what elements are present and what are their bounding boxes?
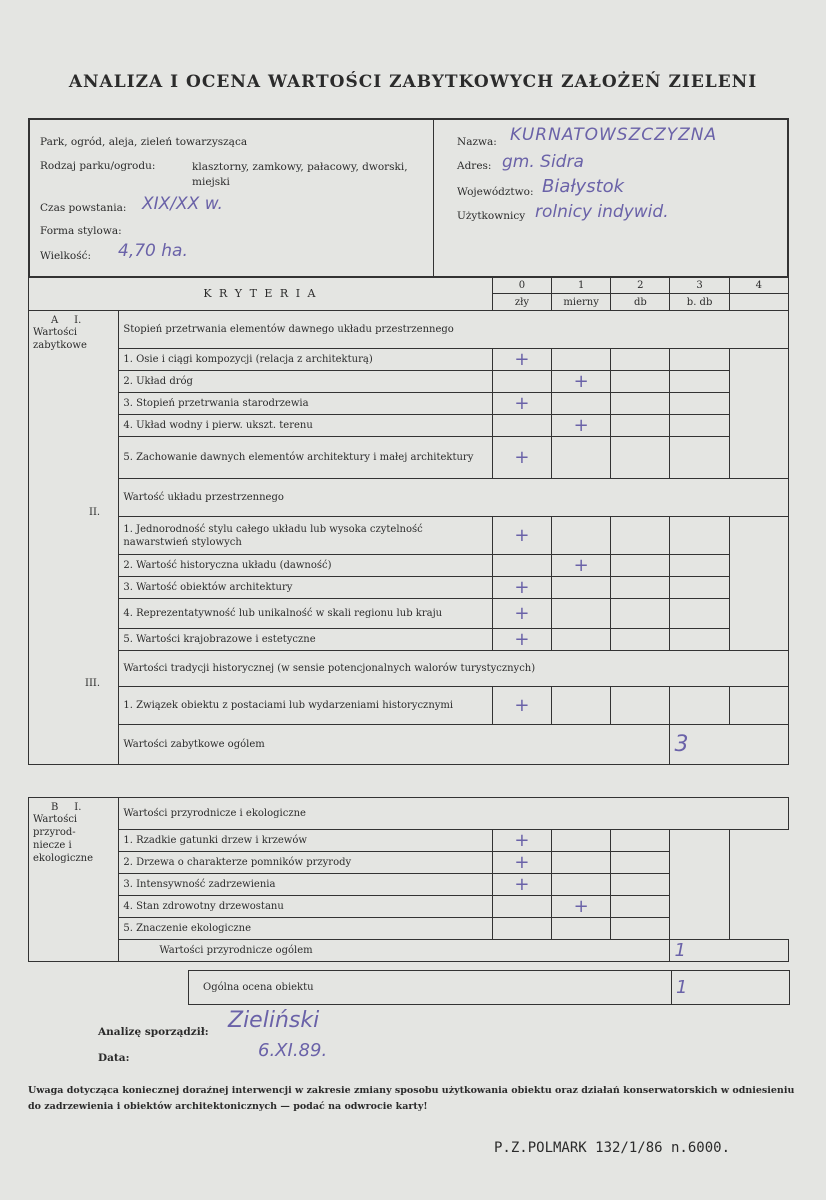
section-a-letter: A bbox=[51, 315, 59, 326]
name-value: KURNATOWSZCZYZNA bbox=[510, 125, 718, 145]
voivodeship-label: Województwo: bbox=[457, 186, 534, 198]
a3-title: Wartości tradycji historycznej (w sensie potencjonalnych walorów turystycznych) bbox=[119, 651, 789, 687]
overall-table bbox=[188, 970, 790, 1005]
address-label: Adres: bbox=[457, 160, 492, 172]
mark-a2-4: + bbox=[492, 599, 551, 629]
kind-label: Rodzaj parku/ogrodu: bbox=[40, 160, 156, 172]
b-total-value: 1 bbox=[670, 940, 789, 962]
b1-item-1: 1. Rzadkie gatunki drzew i krzewów bbox=[119, 830, 492, 852]
overall-label: Ogólna ocena obiektu bbox=[189, 971, 672, 1005]
table-row bbox=[29, 687, 789, 725]
table-row bbox=[29, 577, 789, 599]
kind-options: klasztorny, zamkowy, pałacowy, dworski, miejski bbox=[192, 161, 408, 188]
b1-item-3: 3. Intensywność zadrzewienia bbox=[119, 874, 492, 896]
table-row bbox=[29, 555, 789, 577]
mark-a1-1: + bbox=[492, 349, 551, 371]
mark-a3-1: + bbox=[492, 687, 551, 725]
table-row bbox=[29, 437, 789, 479]
section-a-name: Wartości zabytkowe bbox=[33, 327, 87, 351]
a1-title: Stopień przetrwania elementów dawnego układu przestrzennego bbox=[119, 311, 789, 349]
b1-item-4: 4. Stan zdrowotny drzewostanu bbox=[119, 896, 492, 918]
score-label-2: db bbox=[611, 294, 670, 311]
table-row bbox=[29, 393, 789, 415]
overall-value: 1 bbox=[672, 971, 790, 1005]
score-num-1: 1 bbox=[552, 277, 611, 294]
address-value: gm. Sidra bbox=[502, 152, 584, 172]
size-value: 4,70 ha. bbox=[118, 241, 188, 261]
section-a-cell bbox=[29, 311, 119, 765]
created-value: XIX/XX w. bbox=[142, 194, 223, 214]
b-total-label: Wartości przyrodnicze ogólem bbox=[119, 940, 670, 962]
a1-item-1: 1. Osie i ciągi kompozycji (relacja z architekturą) bbox=[119, 349, 492, 371]
created-label: Czas powstania: bbox=[40, 202, 127, 214]
a3-item-1: 1. Związek obiektu z postaciami lub wydarzeniami historycznymi bbox=[119, 687, 492, 725]
mark-b1-4: + bbox=[552, 896, 611, 918]
mark-b1-1: + bbox=[492, 830, 551, 852]
a2-item-1: 1. Jednorodność stylu całego układu lub wysoka czytelność nawarstwień stylowych bbox=[119, 517, 492, 555]
b1-title: Wartości przyrodnicze i ekologiczne bbox=[119, 798, 789, 830]
mark-a2-2: + bbox=[552, 555, 611, 577]
criteria-heading: K R Y T E R I A bbox=[29, 277, 493, 311]
table-row bbox=[29, 517, 789, 555]
style-label: Forma stylowa: bbox=[40, 225, 122, 237]
b1-item-2: 2. Drzewa o charakterze pomników przyrody bbox=[119, 852, 492, 874]
section-a2-num: II. bbox=[89, 507, 101, 518]
table-row bbox=[29, 629, 789, 651]
a1-item-5: 5. Zachowanie dawnych elementów architektury i małej architektury bbox=[119, 437, 492, 479]
table-row bbox=[29, 415, 789, 437]
score-label-1: mierny bbox=[552, 294, 611, 311]
table-row bbox=[29, 830, 789, 852]
prepared-label: Analizę sporządził: bbox=[98, 1026, 209, 1038]
users-value: rolnicy indywid. bbox=[535, 202, 669, 222]
header-divider bbox=[433, 120, 434, 276]
score-num-2: 2 bbox=[611, 277, 670, 294]
mark-a1-5: + bbox=[492, 437, 551, 479]
mark-b1-2: + bbox=[492, 852, 551, 874]
section-b1-num: I. bbox=[74, 802, 82, 813]
criteria-table bbox=[28, 276, 789, 765]
table-row bbox=[29, 349, 789, 371]
form-title: ANALIZA I OCENA WARTOŚCI ZABYTKOWYCH ZAŁOŻEŃ ZIELENI bbox=[68, 72, 758, 92]
users-label: Użytkownicy bbox=[457, 210, 526, 222]
prepared-signature: Zieliński bbox=[228, 1008, 320, 1033]
table-row bbox=[29, 371, 789, 393]
voivodeship-value: Białystok bbox=[542, 176, 625, 197]
mark-a1-2: + bbox=[552, 371, 611, 393]
mark-a2-5: + bbox=[492, 629, 551, 651]
size-label: Wielkość: bbox=[40, 250, 92, 262]
score-label-3: b. db bbox=[670, 294, 729, 311]
print-code: P.Z.POLMARK 132/1/86 n.6000. bbox=[494, 1140, 731, 1156]
section-a1-num: I. bbox=[74, 315, 82, 326]
mark-a2-3: + bbox=[492, 577, 551, 599]
park-type-label: Park, ogród, aleja, zieleń towarzysząca bbox=[40, 136, 248, 148]
a2-item-2: 2. Wartość historyczna układu (dawność) bbox=[119, 555, 492, 577]
score-label-0: zły bbox=[492, 294, 551, 311]
section-b-letter: B bbox=[51, 802, 59, 813]
section-b-cell bbox=[29, 798, 119, 962]
a-total-value: 3 bbox=[670, 725, 789, 765]
score-num-3: 3 bbox=[670, 277, 729, 294]
a2-item-4: 4. Reprezentatywność lub unikalność w skali regionu lub kraju bbox=[119, 599, 492, 629]
date-label: Data: bbox=[98, 1052, 130, 1064]
b1-item-5: 5. Znaczenie ekologiczne bbox=[119, 918, 492, 940]
name-label: Nazwa: bbox=[457, 136, 497, 148]
section-a3-num: III. bbox=[85, 678, 101, 689]
score-num-0: 0 bbox=[492, 277, 551, 294]
header-box bbox=[28, 118, 789, 278]
table-row bbox=[29, 599, 789, 629]
score-label-4 bbox=[729, 294, 788, 311]
a2-title: Wartość układu przestrzennego bbox=[119, 479, 789, 517]
mark-b1-3: + bbox=[492, 874, 551, 896]
a1-item-4: 4. Układ wodny i pierw. ukszt. terenu bbox=[119, 415, 492, 437]
a-total-label: Wartości zabytkowe ogólem bbox=[119, 725, 670, 765]
mark-a1-3: + bbox=[492, 393, 551, 415]
a2-item-3: 3. Wartość obiektów architektury bbox=[119, 577, 492, 599]
score-num-4: 4 bbox=[729, 277, 788, 294]
a2-item-5: 5. Wartości krajobrazowe i estetyczne bbox=[119, 629, 492, 651]
intervention-note: Uwaga dotycząca koniecznej doraźnej interwencji w zakresie zmiany sposobu użytkowania obiektu oraz działań konserwatorskich w odniesieniu do zadrzewienia i obiektów architektonicznych — podać na odwrocie karty! bbox=[28, 1085, 795, 1112]
criteria-table-b bbox=[28, 797, 789, 962]
section-b-name: Wartości przyrod-niecze i ekologiczne bbox=[33, 814, 94, 864]
mark-a2-1: + bbox=[492, 517, 551, 555]
mark-a1-4: + bbox=[552, 415, 611, 437]
date-value: 6.XI.89. bbox=[258, 1040, 328, 1061]
a1-item-2: 2. Układ dróg bbox=[119, 371, 492, 393]
a1-item-3: 3. Stopień przetrwania starodrzewia bbox=[119, 393, 492, 415]
